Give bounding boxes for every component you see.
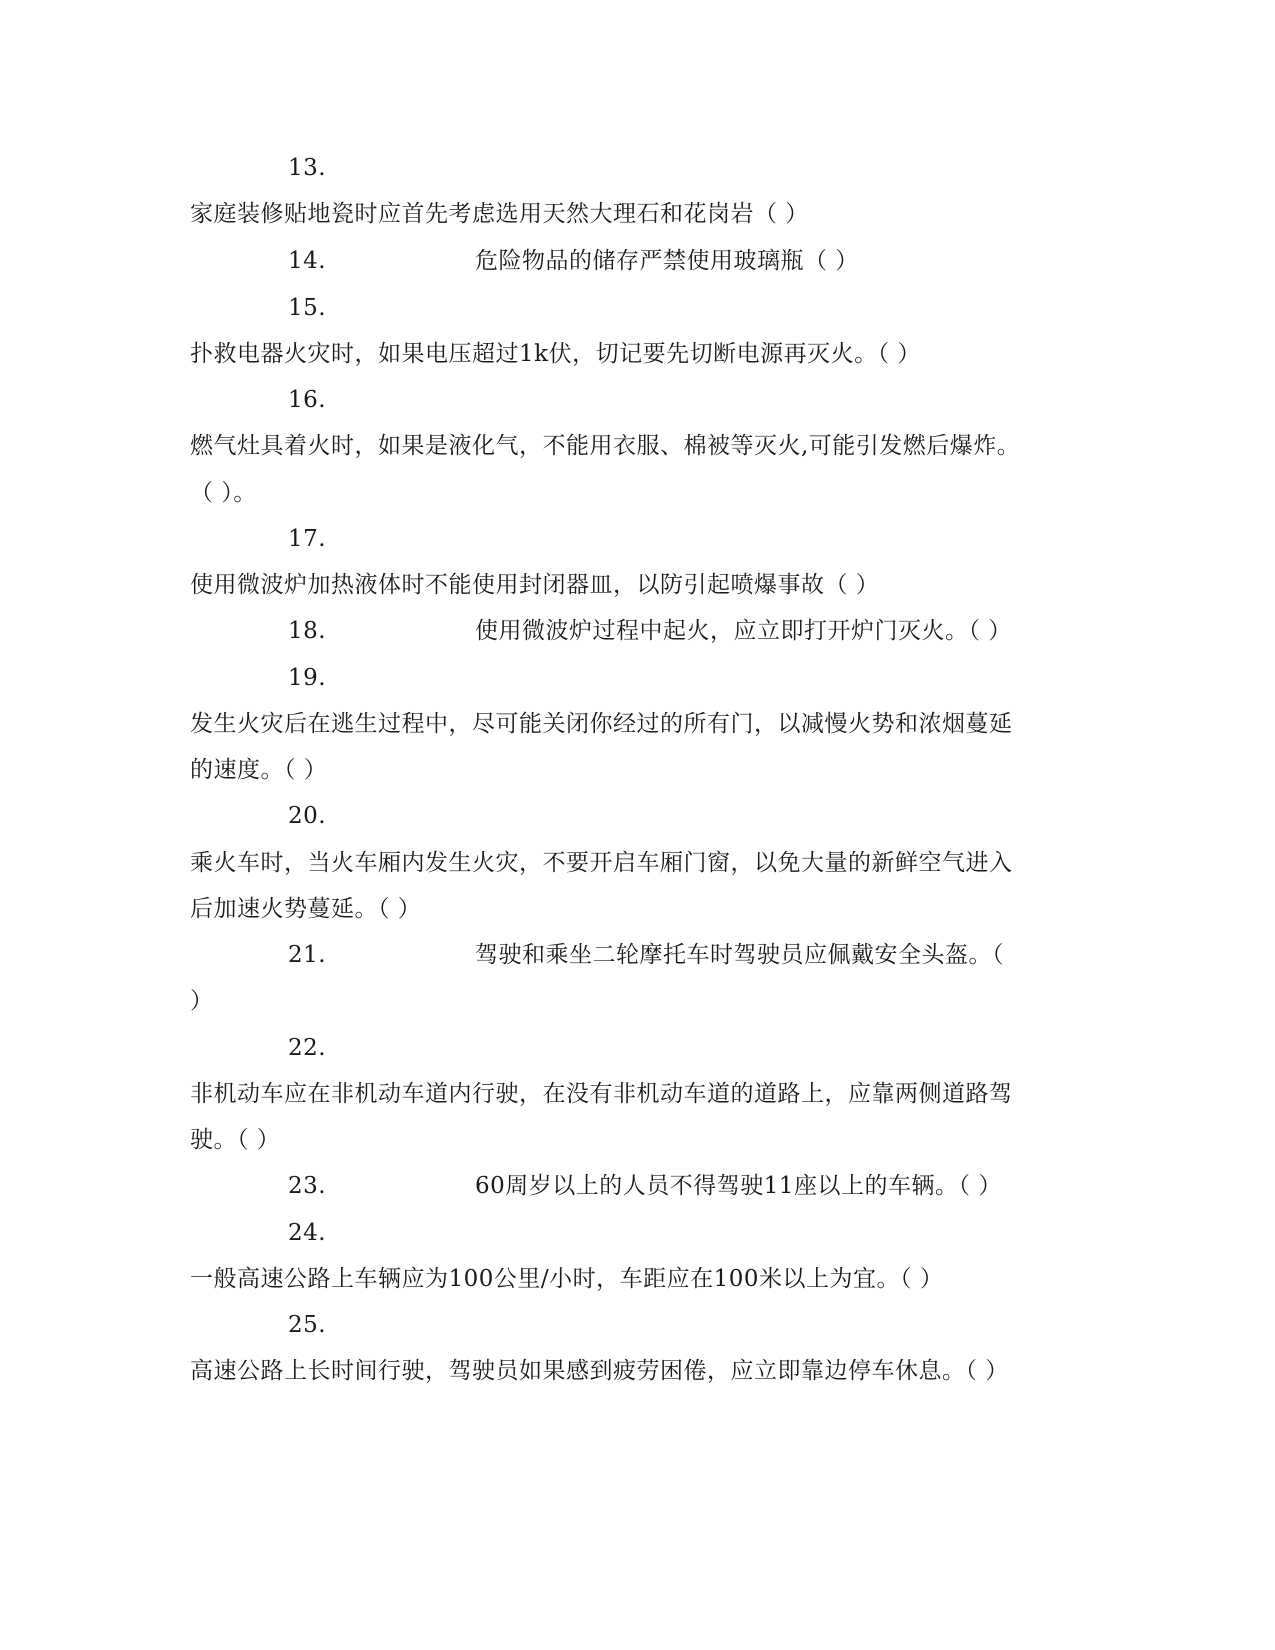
question-18-text: 使用微波炉过程中起火，应立即打开炉门灭火。（ ） [475,618,1012,644]
question-17-number: 17. [288,526,327,552]
question-21-text-line-2: ） [190,988,214,1014]
question-14-text: 危险物品的储存严禁使用玻璃瓶（ ） [475,248,859,274]
question-16-number: 16. [288,387,327,413]
question-19-number: 19. [288,665,327,691]
question-21-text-line-1: 驾驶和乘坐二轮摩托车时驾驶员应佩戴安全头盔。（ [475,942,1004,968]
question-22-text-line-1: 非机动车应在非机动车道内行驶，在没有非机动车道的道路上，应靠两侧道路驾 [190,1081,1013,1107]
question-16-text-line-2: （ ）。 [190,480,257,506]
question-19-text-line-1: 发生火灾后在逃生过程中，尽可能关闭你经过的所有门，以减慢火势和浓烟蔓延 [190,711,1013,737]
question-20-text-line-1: 乘火车时，当火车厢内发生火灾，不要开启车厢门窗，以免大量的新鲜空气进入 [190,850,1013,876]
question-18-number: 18. [288,618,327,644]
question-24-number: 24. [288,1220,327,1246]
question-22-text-line-2: 驶。（ ） [190,1127,281,1153]
question-15-text: 扑救电器火灾时，如果电压超过1k伏，切记要先切断电源再灭火。（ ） [190,341,921,367]
question-20-number: 20. [288,803,327,829]
question-24-text: 一般高速公路上车辆应为100公里/小时，车距应在100米以上为宜。（ ） [190,1266,944,1292]
question-20-text-line-2: 后加速火势蔓延。（ ） [190,896,422,922]
question-17-text: 使用微波炉加热液体时不能使用封闭器皿，以防引起喷爆事故（ ） [190,572,880,598]
question-25-text: 高速公路上长时间行驶，驾驶员如果感到疲劳困倦，应立即靠边停车休息。（ ） [190,1358,1009,1384]
question-13-text: 家庭装修贴地瓷时应首先考虑选用天然大理石和花岗岩（ ） [190,201,809,227]
question-14-number: 14. [288,248,327,274]
question-23-text: 60周岁以上的人员不得驾驶11座以上的车辆。（ ） [475,1173,1002,1199]
question-23-number: 23. [288,1173,327,1199]
question-16-text-line-1: 燃气灶具着火时，如果是液化气，不能用衣服、棉被等灭火,可能引发燃后爆炸。 [190,433,1021,459]
question-13-number: 13. [288,155,327,181]
question-21-number: 21. [288,942,327,968]
question-19-text-line-2: 的速度。（ ） [190,757,328,783]
question-22-number: 22. [288,1035,327,1061]
question-15-number: 15. [288,295,327,321]
question-25-number: 25. [288,1312,327,1338]
